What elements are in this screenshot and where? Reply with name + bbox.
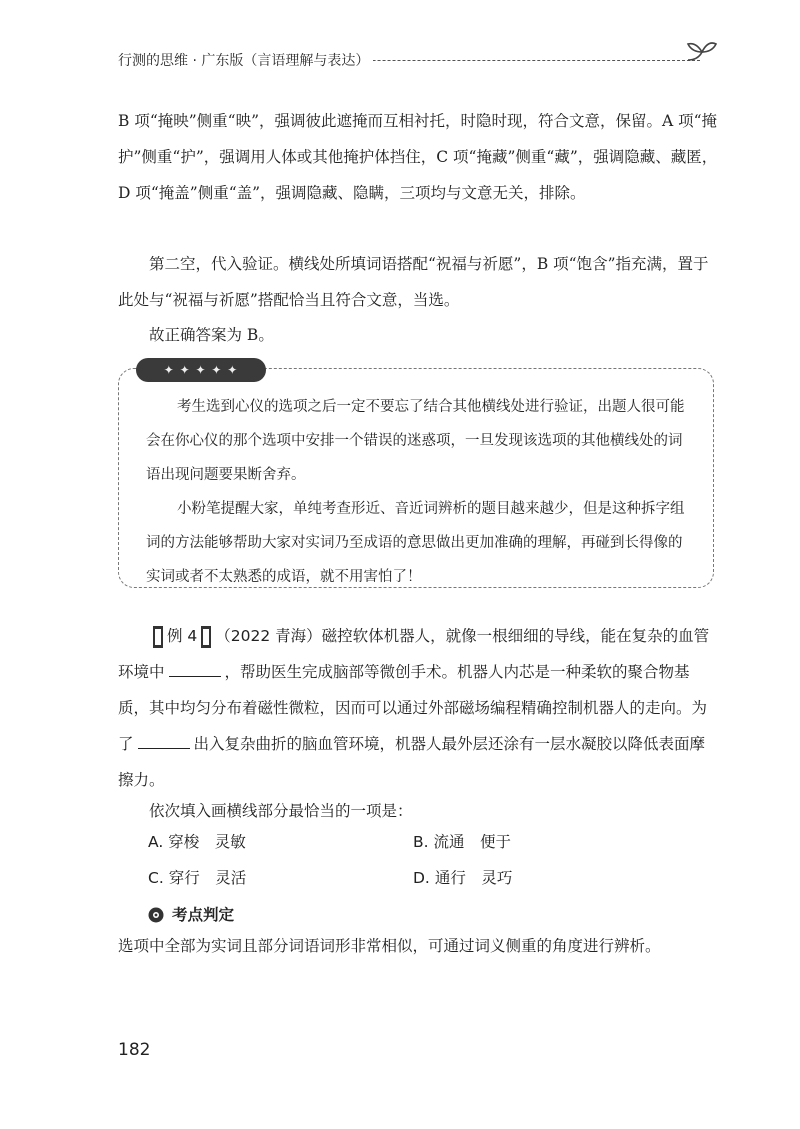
option-c-text: 穿行 灵活 — [168, 869, 247, 887]
example-text-2: ，帮助医生完成脑部等微创手术。机器人内芯是一种柔软的聚合物基质，其中均匀分布着磁性微粒，因而可以通过外部磁场编程精确控制机器人的走向。为了 — [118, 663, 708, 753]
example-source: （2022 青海） — [215, 627, 322, 645]
option-d-letter: D. — [413, 869, 430, 887]
option-a-letter: A. — [148, 833, 164, 851]
kaodian-heading: 考点判定 — [172, 906, 235, 924]
tip-paragraph-2: 小粉笔提醒大家，单纯考查形近、音近词辨析的题目越来越少，但是这种拆字组词的方法能够帮助大家对实词乃至成语的意思做出更加准确的理解，再碰到长得像的实词或者不太熟悉的成语，就不用害怕了！ — [146, 501, 685, 585]
option-d-text: 通行 灵巧 — [434, 869, 513, 887]
example-label: 例 4 — [167, 627, 198, 645]
sprout-icon — [684, 38, 718, 70]
tip-text — [146, 390, 694, 594]
option-a-text: 穿梭 灵敏 — [168, 833, 246, 851]
tip-paragraph-1: 考生选到心仪的选项之后一定不要忘了结合其他横线处进行验证，出题人很可能会在你心仪的那个选项中安排一个错误的迷惑项，一旦发现该选项的其他横线处的词语出现问题要果断舍弃。 — [146, 399, 685, 483]
option-a[interactable] — [148, 830, 246, 852]
bracket-left-icon — [153, 626, 163, 648]
blank-2 — [138, 730, 190, 749]
question-prompt: 依次填入画横线部分最恰当的一项是： — [149, 802, 413, 820]
answer-line: 故正确答案为 B。 — [149, 326, 274, 344]
option-d[interactable] — [413, 866, 512, 888]
explanation-paragraph-1: B 项“掩映”侧重“映”，强调彼此遮掩而互相衬托，时隐时现，符合文意，保留。A 项“掩护”侧重“护”，强调用人体或其他掩护体挡住，C 项“掩藏”侧重“藏”，强调隐藏、藏匿，D 项“掩盖”侧重“盖”，强调隐藏、隐瞒，三项均与文意无关，排除。 — [118, 112, 718, 202]
running-header — [118, 38, 718, 70]
header-title: 行测的思维 · 广东版（言语理解与表达） — [118, 50, 373, 70]
option-c[interactable] — [148, 866, 246, 888]
blank-1 — [169, 658, 221, 677]
gear-bullet-icon — [147, 906, 165, 924]
bracket-right-icon — [201, 626, 211, 648]
option-b[interactable] — [413, 830, 511, 852]
option-b-letter: B. — [413, 833, 429, 851]
page-number: 182 — [118, 1040, 151, 1060]
tip-badge: ✦ ✦ ✦ ✦ ✦ — [136, 358, 266, 382]
example-question-text — [118, 618, 718, 798]
example-text-3: 出入复杂曲折的脑血管环境，机器人最外层还涂有一层水凝胶以降低表面摩擦力。 — [118, 735, 706, 789]
explanation-paragraph-2: 第二空，代入验证。横线处所填词语搭配“祝福与祈愿”，B 项“饱含”指充满，置于此处与“祝福与祈愿”搭配恰当且符合文意，当选。 — [118, 255, 709, 309]
option-c-letter: C. — [148, 869, 164, 887]
kaodian-text: 选项中全部为实词且部分词语词形非常相似，可通过词义侧重的角度进行辨析。 — [118, 937, 661, 955]
option-b-text: 流通 便于 — [433, 833, 512, 851]
example-text-1: 磁控软体机器人，就像一根细细的导线，能在复杂的血管环境中 — [118, 627, 710, 681]
